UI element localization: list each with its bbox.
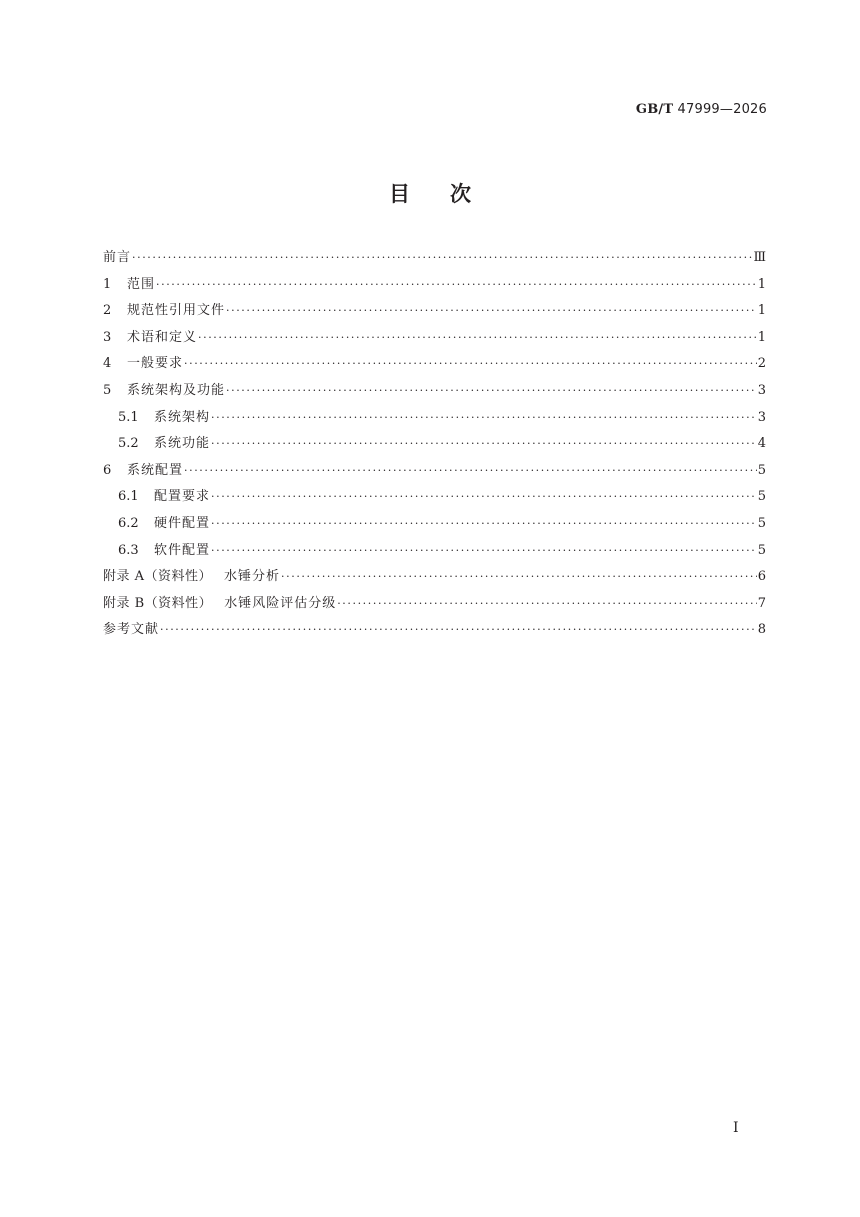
- toc-entry-page: 1: [757, 276, 766, 292]
- toc-entry-2[interactable]: [103, 298, 766, 325]
- dot-leader: [337, 591, 757, 618]
- toc-entry-5-1[interactable]: [103, 405, 766, 432]
- standard-code: [636, 102, 767, 117]
- toc-entry-label: 范围: [127, 276, 156, 292]
- toc-entry-number: 6: [103, 462, 112, 478]
- standard-prefix: GB/T: [635, 102, 674, 117]
- toc-entry-label: 前言: [103, 250, 132, 265]
- toc-entry-number: 6.2: [118, 515, 139, 531]
- dot-leader: [211, 431, 757, 458]
- toc-entry-annex-b[interactable]: [103, 591, 766, 618]
- toc-entry-4[interactable]: [103, 351, 766, 378]
- dot-leader: [211, 538, 757, 565]
- toc-entry-page: 1: [757, 329, 766, 345]
- toc-entry-5-2[interactable]: [103, 431, 766, 458]
- dot-leader: [211, 405, 757, 432]
- toc-entry-number: 3: [103, 329, 112, 345]
- dot-leader: [281, 564, 757, 591]
- toc-entry-annex-designation: 附录 A（资料性）: [103, 569, 213, 585]
- toc-entry-label: 水锤分析: [224, 569, 281, 585]
- toc-entry-label: 系统功能: [154, 436, 211, 452]
- table-of-contents: [103, 245, 766, 644]
- dot-leader: [184, 351, 757, 378]
- toc-entry-number: 5: [103, 382, 112, 398]
- toc-entry-page: 3: [757, 409, 766, 425]
- toc-entry-number: 1: [103, 276, 112, 292]
- dot-leader: [211, 484, 757, 511]
- page-title: 目次: [389, 182, 511, 206]
- toc-entry-label: 配置要求: [154, 489, 211, 505]
- toc-entry-page: 5: [757, 489, 766, 505]
- toc-entry-page: 5: [757, 462, 766, 478]
- toc-entry-page: 1: [757, 303, 766, 319]
- dot-leader: [198, 325, 757, 352]
- toc-entry-bibliography[interactable]: [103, 617, 766, 644]
- toc-entry-6-1[interactable]: [103, 484, 766, 511]
- page-number: I: [733, 1120, 739, 1136]
- toc-entry-page: 6: [757, 569, 766, 585]
- standard-number: 47999—2026: [677, 102, 767, 117]
- toc-entry-page: 8: [757, 622, 766, 638]
- toc-entry-6[interactable]: [103, 458, 766, 485]
- toc-entry-page: 3: [757, 382, 766, 398]
- toc-entry-page: 7: [757, 595, 766, 611]
- toc-entry-number: 6.3: [118, 542, 139, 558]
- toc-entry-label: 软件配置: [154, 542, 211, 558]
- toc-entry-3[interactable]: [103, 325, 766, 352]
- toc-entry-page: 4: [757, 436, 766, 452]
- dot-leader: [132, 245, 752, 272]
- toc-entry-1[interactable]: [103, 272, 766, 299]
- toc-entry-page: Ⅲ: [753, 250, 766, 265]
- dot-leader: [226, 298, 757, 325]
- toc-entry-label: 规范性引用文件: [127, 303, 226, 319]
- toc-entry-number: 5.1: [118, 409, 139, 425]
- toc-entry-label: 术语和定义: [127, 329, 198, 345]
- dot-leader: [211, 511, 757, 538]
- toc-entry-annex-a[interactable]: [103, 564, 766, 591]
- toc-entry-label: 硬件配置: [154, 515, 211, 531]
- toc-entry-page: 5: [757, 542, 766, 558]
- toc-entry-5[interactable]: [103, 378, 766, 405]
- dot-leader: [156, 272, 757, 299]
- toc-entry-number: 6.1: [118, 489, 139, 505]
- dot-leader: [184, 458, 757, 485]
- toc-entry-number: 5.2: [118, 436, 139, 452]
- toc-entry-label: 系统架构及功能: [127, 382, 226, 398]
- toc-entry-label: 系统配置: [127, 462, 184, 478]
- toc-entry-annex-designation: 附录 B（资料性）: [103, 595, 213, 611]
- toc-entry-label: 水锤风险评估分级: [224, 595, 337, 611]
- toc-entry-foreword[interactable]: [103, 245, 766, 272]
- toc-entry-6-3[interactable]: [103, 538, 766, 565]
- dot-leader: [160, 617, 757, 644]
- toc-entry-label: 参考文献: [103, 622, 160, 638]
- dot-leader: [226, 378, 757, 405]
- toc-entry-number: 4: [103, 356, 112, 372]
- toc-entry-label: 一般要求: [127, 356, 184, 372]
- toc-entry-6-2[interactable]: [103, 511, 766, 538]
- toc-entry-page: 5: [757, 515, 766, 531]
- toc-entry-number: 2: [103, 303, 112, 319]
- toc-entry-page: 2: [757, 356, 766, 372]
- toc-entry-label: 系统架构: [154, 409, 211, 425]
